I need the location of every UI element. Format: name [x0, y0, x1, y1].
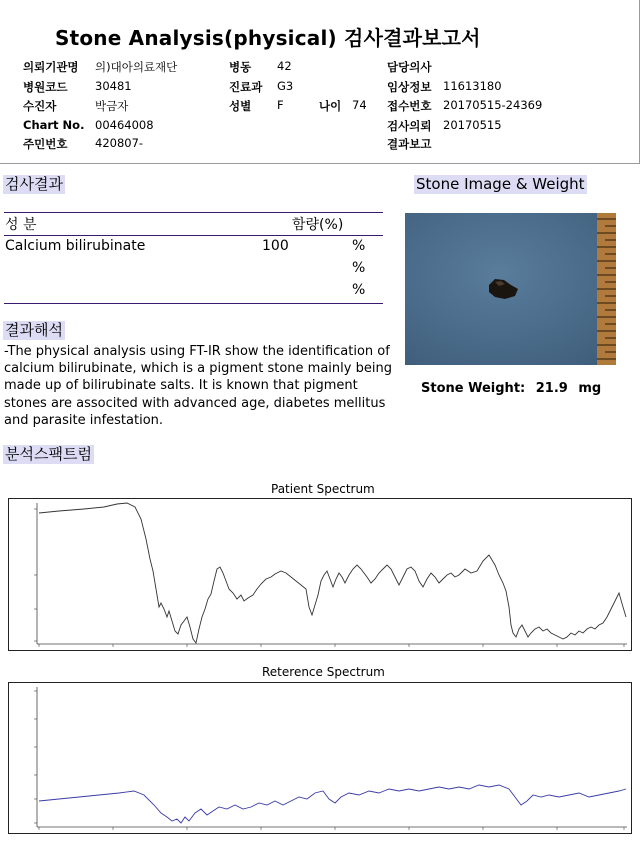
stone-weight: [421, 381, 601, 396]
chart-no-value: 00464008: [95, 118, 154, 132]
stone-photo: [405, 213, 616, 365]
ward-value: 42: [277, 59, 292, 73]
patient-spectrum-title: Patient Spectrum: [271, 482, 375, 496]
reference-spectrum-plot: [8, 682, 632, 834]
clinical-info-label: 임상정보: [387, 80, 432, 94]
patient-axes: [37, 503, 627, 644]
component-name: Calcium bilirubinate: [5, 238, 146, 254]
report-title: Stone Analysis(physical) 검사결과보고서: [55, 26, 481, 50]
stone-weight-value: 21.9: [535, 381, 568, 396]
interpretation-text: -The physical analysis using FT-IR show the identification of calcium bilirubinate, which is a pigment stone mainly being made up of bilirubinate salts. It is known that pigment stones are associted with advanced age, diabetes mellitus and parasite infestation.: [4, 344, 392, 428]
result-report-label: 결과보고: [387, 137, 432, 151]
test-request-value: 20170515: [443, 118, 502, 132]
percent-unit: %: [352, 282, 366, 298]
table-top-rule: [4, 212, 383, 213]
percent-unit: %: [352, 260, 366, 276]
hospital-code-label: 병원코드: [23, 80, 68, 94]
chart-no-label: Chart No.: [23, 118, 85, 132]
reference-spectrum-title: Reterence Spectrum: [262, 665, 385, 679]
requesting-institution-label: 의뢰기관명: [23, 60, 79, 74]
clinical-info-value: 11613180: [443, 79, 502, 93]
table-bottom-rule: [4, 303, 383, 304]
reference-spectrum-line: [39, 785, 626, 823]
table-header-rule: [4, 235, 383, 236]
interpretation-heading: 결과해석: [5, 321, 63, 339]
result-heading: 검사결과: [5, 175, 63, 193]
spectrum-heading: 분석스팩트럼: [5, 445, 92, 463]
patient-spectrum-plot: [8, 498, 632, 651]
component-column-header: 성 분: [5, 217, 37, 233]
receipt-number-value: 20170515-24369: [443, 98, 543, 112]
attending-doctor-label: 담당의사: [387, 60, 432, 74]
ward-label: 병동: [229, 60, 252, 74]
reference-axes: [37, 687, 627, 827]
test-request-label: 검사의뢰: [387, 119, 432, 133]
resident-number-value: 420807-: [95, 136, 144, 150]
department-value: G3: [277, 79, 294, 93]
stone-weight-label: Stone Weight:: [421, 381, 526, 396]
patient-name-label: 수진자: [23, 99, 57, 113]
requesting-institution-value: 의)대아의료재단: [95, 60, 178, 74]
sex-value: F: [277, 98, 284, 112]
stone-weight-unit: mg: [578, 381, 602, 396]
patient-name-value: 박금자: [95, 99, 129, 113]
hospital-code-value: 30481: [95, 79, 132, 93]
receipt-number-label: 접수번호: [387, 99, 432, 113]
sex-label: 성별: [229, 99, 252, 113]
component-amount: 100: [262, 238, 289, 254]
content-column-header: 함량(%): [292, 217, 344, 233]
age-value: 74: [352, 98, 367, 112]
stone-image-heading: Stone Image & Weight: [416, 175, 585, 193]
resident-number-label: 주민번호: [23, 137, 68, 151]
age-label: 나이: [319, 99, 342, 113]
department-label: 진료과: [229, 80, 263, 94]
percent-unit: %: [352, 238, 366, 254]
patient-spectrum-line: [39, 503, 626, 643]
